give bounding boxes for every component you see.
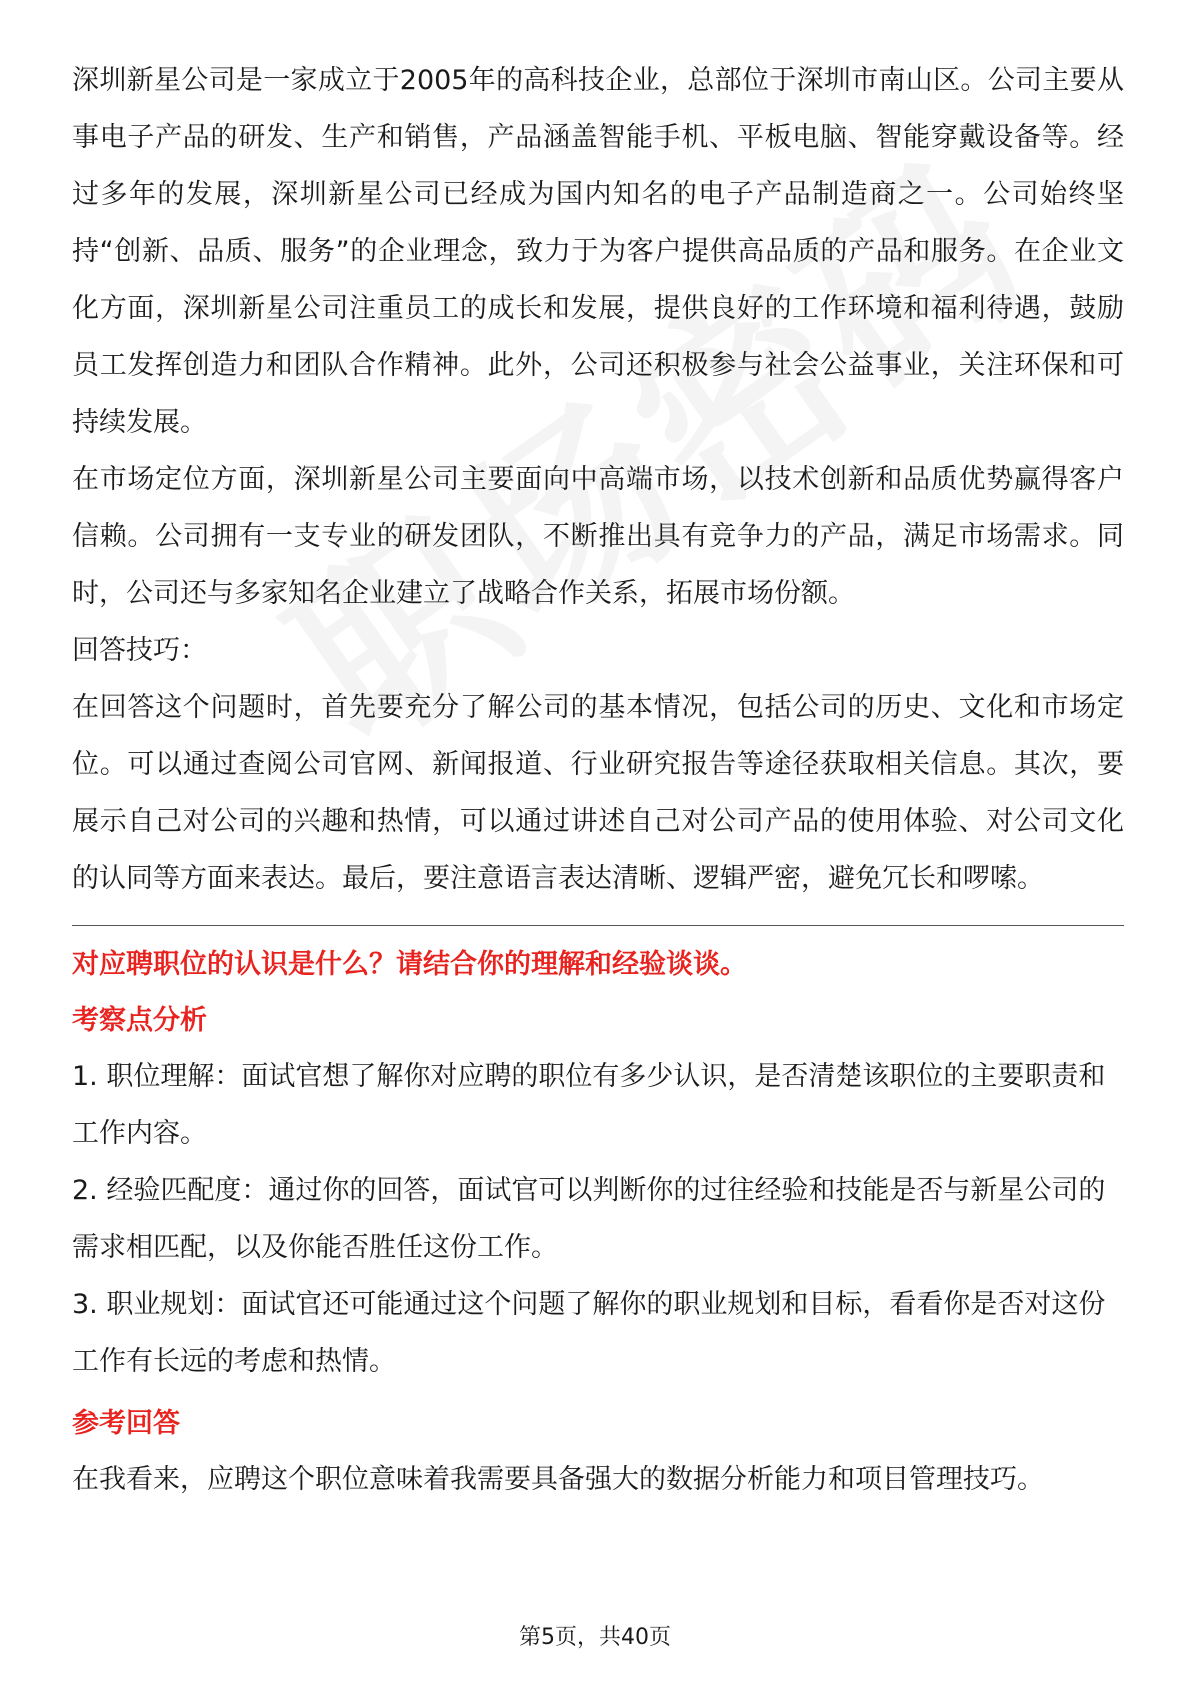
answer-tips-paragraph: 在回答这个问题时，首先要充分了解公司的基本情况，包括公司的历史、文化和市场定位。可以通过查阅公司官网、新闻报道、行业研究报告等途径获取相关信息。其次，要展示自己对公司的兴趣和热情，可以通过讲述自己对公司产品的使用体验、对公司文化的认同等方面来表达。最后，要注意语言表达清晰、逻辑严密，避免冗长和啰嗦。 [72,692,1124,894]
market-position-paragraph: 在市场定位方面，深圳新星公司主要面向中高端市场，以技术创新和品质优势赢得客户信赖。公司拥有一支专业的研发团队，不断推出具有竞争力的产品，满足市场需求。同时，公司还与多家知名企业建立了战略合作关系，拓展市场份额。 [72,464,1124,609]
page-content [72,52,1124,1508]
answer-tips-label: 回答技巧： [72,635,207,666]
section-divider [72,925,1124,926]
company-intro-paragraph: 深圳新星公司是一家成立于2005年的高科技企业，总部位于深圳市南山区。公司主要从事电子产品的研发、生产和销售，产品涵盖智能手机、平板电脑、智能穿戴设备等。经过多年的发展，深圳新星公司已经成为国内知名的电子产品制造商之一。公司始终坚持“创新、品质、服务”的企业理念，致力于为客户提供高品质的产品和服务。在企业文化方面，深圳新星公司注重员工的成长和发展，提供良好的工作环境和福利待遇，鼓励员工发挥创造力和团队合作精神。此外，公司还积极参与社会公益事业，关注环保和可持续发展。 [72,65,1124,438]
analysis-heading: 考察点分析 [72,1005,207,1036]
question-title: 对应聘职位的认识是什么？请结合你的理解和经验谈谈。 [72,949,747,980]
answer-paragraph: 在我看来，应聘这个职位意味着我需要具备强大的数据分析能力和项目管理技巧。 [72,1464,1044,1495]
analysis-item-2: 2. 经验匹配度：通过你的回答，面试官可以判断你的过往经验和技能是否与新星公司的需求相匹配，以及你能否胜任这份工作。 [72,1175,1106,1263]
analysis-item-3: 3. 职业规划：面试官还可能通过这个问题了解你的职业规划和目标，看看你是否对这份工作有长远的考虑和热情。 [72,1289,1106,1377]
answer-heading: 参考回答 [72,1408,180,1439]
analysis-item-1: 1. 职位理解：面试官想了解你对应聘的职位有多少认识，是否清楚该职位的主要职责和工作内容。 [72,1061,1106,1149]
page-number-footer: 第5页，共40页 [519,1625,671,1650]
